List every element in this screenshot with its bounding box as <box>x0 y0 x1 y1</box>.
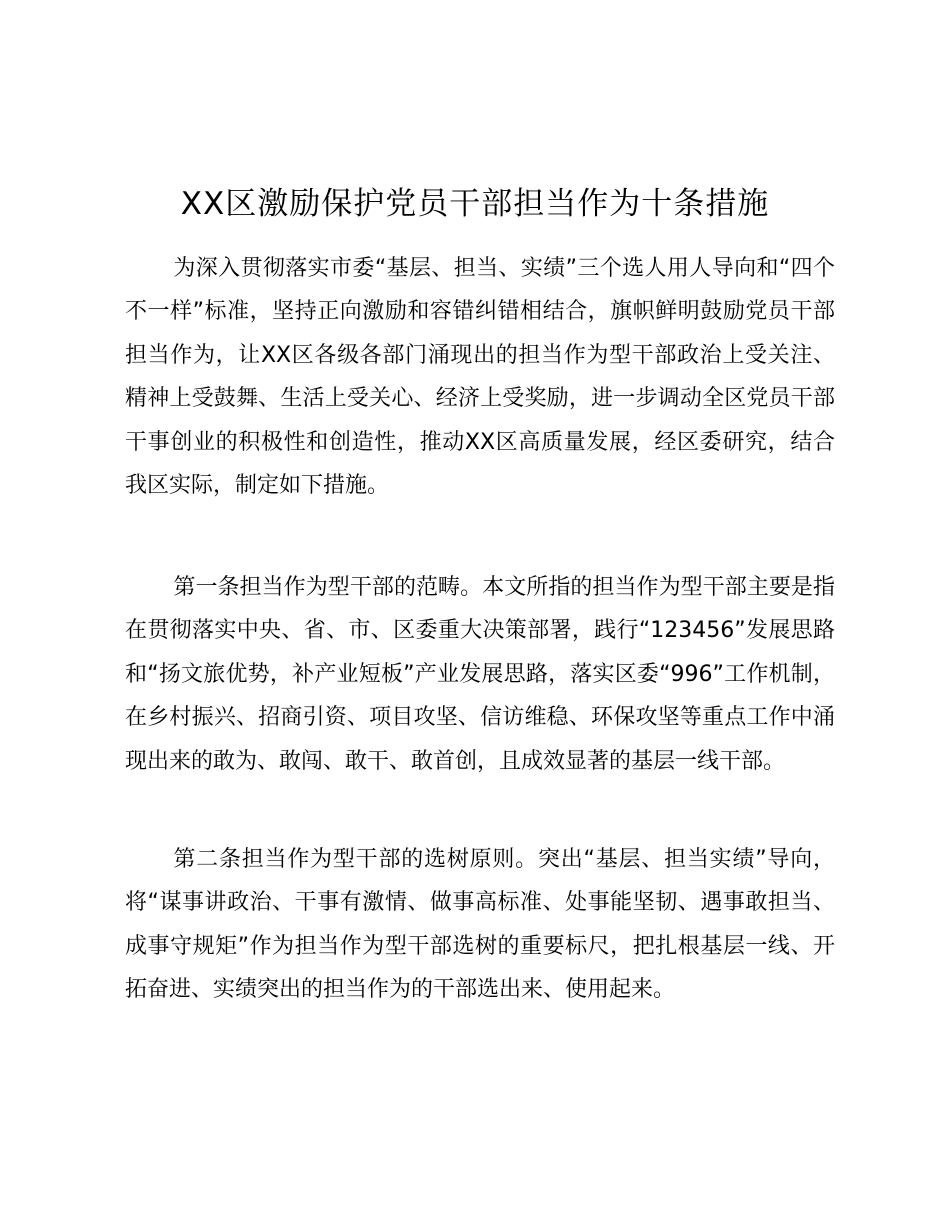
paragraph-article-1: 第一条担当作为型干部的范畴。本文所指的担当作为型干部主要是指在贯彻落实中央、省、市、区委重大决策部署，践行“123456”发展思路和“扬文旅优势，补产业短板”产业发展思路，落实区委“996”工作机制，在乡村振兴、招商引资、项目攻坚、信访维稳、环保攻坚等重点工作中涌现出来的敢为、敢闯、敢干、敢首创，且成效显著的基层一线干部。 <box>125 575 835 774</box>
paragraph-intro: 为深入贯彻落实市委“基层、担当、实绩”三个选人用人导向和“四个不一样”标准，坚持正向激励和容错纠错相结合，旗帜鲜明鼓励党员干部担当作为，让XX区各级各部门涌现出的担当作为型干部政治上受关注、精神上受鼓舞、生活上受关心、经济上受奖励，进一步调动全区党员干部干事创业的积极性和创造性，推动XX区高质量发展，经区委研究，结合我区实际，制定如下措施。 <box>125 256 835 499</box>
paragraph-article-2: 第二条担当作为型干部的选树原则。突出“基层、担当实绩”导向，将“谋事讲政治、干事有激情、做事高标准、处事能坚韧、遇事敢担当、成事守规矩”作为担当作为型干部选树的重要标尺，把扎根基层一线、开拓奋进、实绩突出的担当作为的干部选出来、使用起来。 <box>125 847 835 1003</box>
document-title: XX区激励保护党员干部担当作为十条措施 <box>180 186 770 222</box>
